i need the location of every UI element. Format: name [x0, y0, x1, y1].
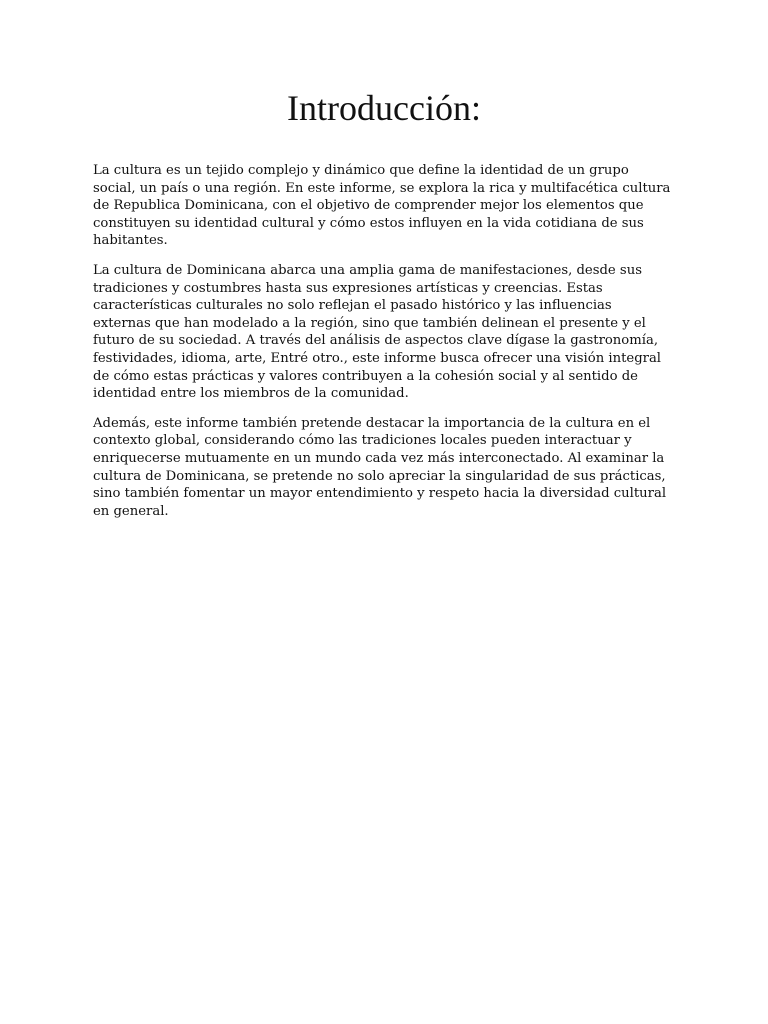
paragraph-1: La cultura es un tejido complejo y dinámico que define la identidad de un grupo social, un país o una región. En este informe, se explora la rica y multifacética cultura de Republica Dominicana, con el objetivo de comprender mejor los elementos que constituyen su identidad cultural y cómo estos influyen en la vida cotidiana de sus habitantes.	[93, 163, 671, 249]
paragraph-3: Además, este informe también pretende destacar la importancia de la cultura en el contexto global, considerando cómo las tradiciones locales pueden interactuar y enriquecerse mutuamente en un mundo cada vez más interconectado. Al examinar la cultura de Dominicana, se pretende no solo apreciar la singularidad de sus prácticas, sino también fomentar un mayor entendimiento y respeto hacia la diversidad cultural en general.	[93, 415, 667, 519]
paragraph-2: La cultura de Dominicana abarca una amplia gama de manifestaciones, desde sus tradiciones y costumbres hasta sus expresiones artísticas y creencias. Estas características culturales no solo reflejan el pasado histórico y las influencias externas que han modelado a la región, sino que también delinean el presente y el futuro de su sociedad. A través del análisis de aspectos clave dígase la gastronomía, festividades, idioma, arte, Entré otro., este informe busca ofrecer una visión integral de cómo estas prácticas y valores contribuyen a la cohesión social y al sentido de identidad entre los miembros de la comunidad.	[93, 262, 662, 402]
document-body	[93, 162, 673, 532]
document-title: Introducción:	[287, 88, 481, 128]
